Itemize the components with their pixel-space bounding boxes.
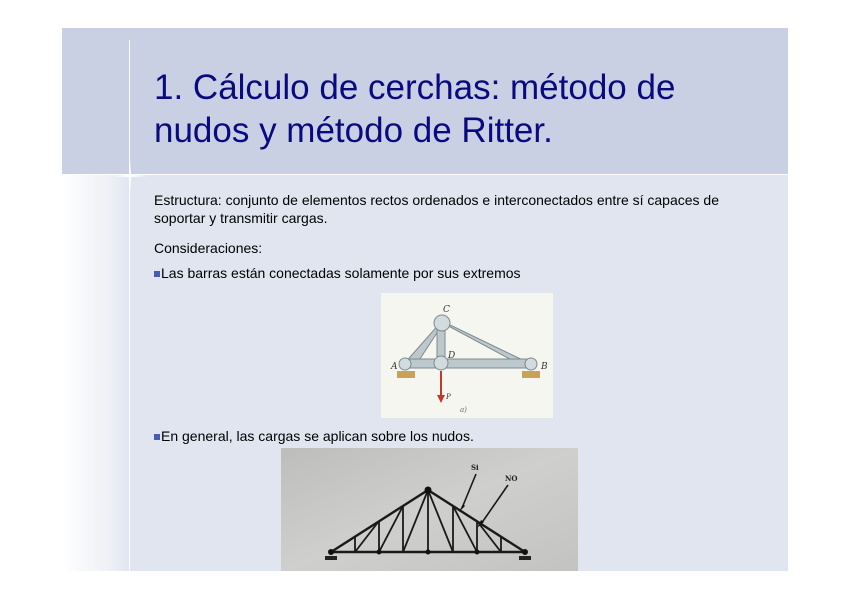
bullet-square-icon	[154, 271, 160, 277]
truss-figure-2	[281, 448, 578, 571]
bullet-square-icon	[154, 434, 160, 440]
label-si: Si	[471, 463, 479, 472]
figure-caption: a)	[460, 406, 467, 414]
bullet-text: En general, las cargas se aplican sobre los nudos.	[161, 428, 474, 444]
truss-diagram-1	[381, 293, 553, 418]
slide	[62, 28, 788, 571]
decor-vertical-line	[129, 40, 130, 571]
truss-diagram-2	[281, 448, 578, 571]
bullet-item	[154, 264, 521, 282]
bullet-text: Las barras están conectadas solamente por sus extremos	[161, 265, 521, 281]
label-d: D	[448, 351, 456, 361]
slide-title: 1. Cálculo de cerchas: método de nudos y método de Ritter.	[154, 68, 676, 150]
label-p: P	[446, 393, 451, 401]
label-c: C	[443, 305, 450, 315]
label-a: A	[391, 362, 398, 372]
decor-horizontal-line	[62, 174, 788, 175]
left-decor-band	[62, 175, 130, 571]
bullet-item	[154, 427, 474, 445]
considerations-heading: Consideraciones:	[154, 240, 263, 256]
sparkle-icon	[112, 158, 148, 194]
definition-text: Estructura: conjunto de elementos rectos ordenados e interconectados entre sí capaces de soportar y transmitir cargas.	[154, 192, 720, 226]
truss-figure-1	[381, 293, 553, 418]
label-b: B	[541, 362, 548, 372]
label-no: NO	[505, 474, 518, 483]
